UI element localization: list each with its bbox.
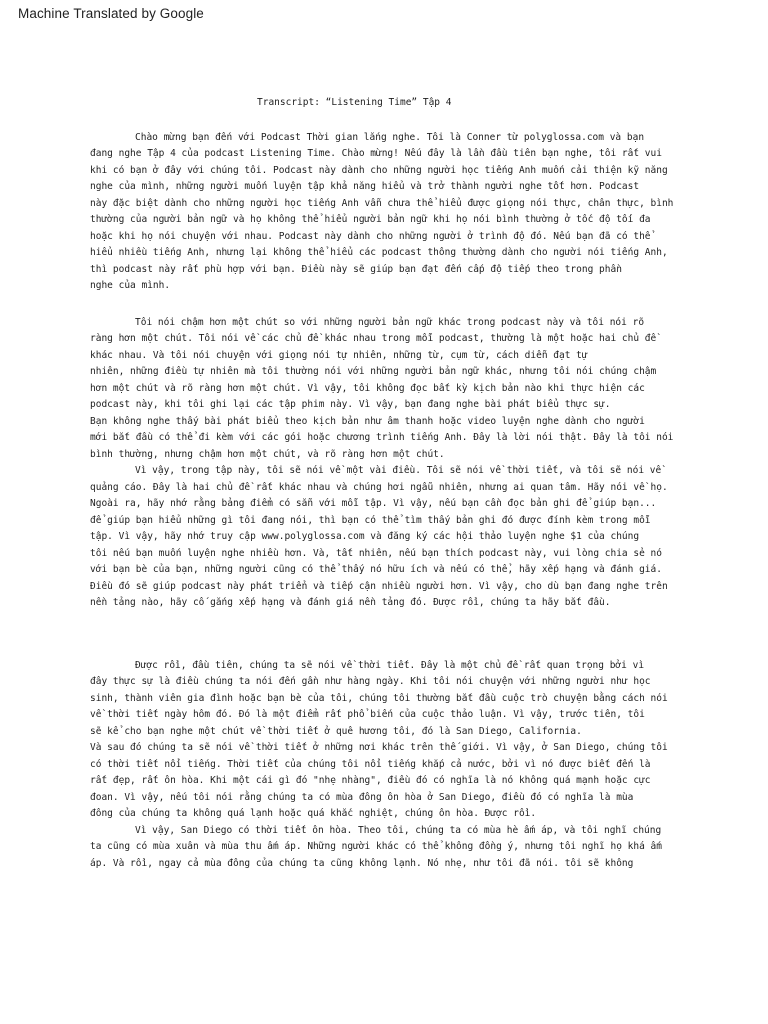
text-line: Bạn không nghe thấy bài phát biểu theo kịch bản như âm thanh hoặc video luyện nghe dành cho người <box>90 416 645 427</box>
text-line: đông của chúng ta không quá lạnh hoặc quá khắc nghiệt, chúng ôn hòa. Được rồi. <box>90 808 537 819</box>
text-line: về thời tiết ngày hôm đó. Đó là một điểm rất phổ biến của cuộc thảo luận. Vì vậy, trước tiên, tôi <box>90 709 645 720</box>
text-line: tôi nếu bạn muốn luyện nghe nhiều hơn. Và, tất nhiên, nếu bạn thích podcast này, vui lòng chia sẻ nó <box>90 548 662 559</box>
text-line: hiểu nhiều tiếng Anh, nhưng lại không thể hiểu các podcast thông thường dành cho người nói tiếng Anh, <box>90 247 668 258</box>
text-line: này đặc biệt dành cho những người học tiếng Anh vẫn chưa thể hiểu được giọng nói thực, chân thực, bình <box>90 198 674 209</box>
text-line: thường của người bản ngữ và họ không thể hiểu người bản ngữ khi họ nói bình thường ở tốc độ tối đa <box>90 214 651 225</box>
text-line: bình thường, nhưng chậm hơn một chút, và rõ ràng hơn một chút. <box>90 449 445 460</box>
text-line: có thời tiết nổi tiếng. Thời tiết của chúng tôi nổi tiếng khắp cả nước, bởi vì nó được biết đến là <box>90 759 651 770</box>
text-line: Được rồi, đầu tiên, chúng ta sẽ nói về thời tiết. Đây là một chủ đề rất quan trọng bởi vì <box>135 660 645 671</box>
text-line: tập. Vì vậy, hãy nhớ truy cập www.polyglossa.com và đăng ký các hội thảo luyện nghe $1 của chúng <box>90 531 640 542</box>
text-line: podcast này, khi tôi ghi lại các tập phim này. Vì vậy, bạn đang nghe bài phát biểu thực sự. <box>90 399 611 410</box>
text-line: Vì vậy, San Diego có thời tiết ôn hòa. Theo tôi, chúng ta có mùa hè ấm áp, và tôi nghĩ chúng <box>135 825 662 836</box>
text-line: áp. Và rồi, ngay cả mùa đông của chúng ta cũng không lạnh. Nó nhẹ, như tôi đã nói. tôi sẽ không <box>90 858 634 869</box>
text-line: nhiên, những điều tự nhiên mà tôi thường nói với những người bản ngữ khác, nhưng tôi nói chúng chậm <box>90 366 657 377</box>
text-line: hoặc khi họ nói chuyện với nhau. Podcast này dành cho những người ở trình độ đó. Nếu bạn đã có thể <box>90 231 651 242</box>
text-line: đang nghe Tập 4 của podcast Listening Time. Chào mừng! Nếu đây là lần đầu tiên bạn nghe, tôi rất vui <box>90 148 662 159</box>
text-line: nghe của mình, những người muốn luyện tập khả năng hiểu và trở thành người nghe tốt hơn. Podcast <box>90 181 640 192</box>
text-line: Chào mừng bạn đến với Podcast Thời gian lắng nghe. Tôi là Conner từ polyglossa.com và bạn <box>135 132 645 143</box>
text-line: ràng hơn một chút. Tôi nói về các chủ đề khác nhau trong mỗi podcast, thường là một hoặc hai chủ đề <box>90 333 657 344</box>
text-line: khác nhau. Và tôi nói chuyện với giọng nói tự nhiên, những từ, cụm từ, cách diễn đạt tự <box>90 350 588 361</box>
text-line: Và sau đó chúng ta sẽ nói về thời tiết ở những nơi khác trên thế giới. Vì vậy, ở San Diego, chúng tôi <box>90 742 668 753</box>
text-line: sinh, thành viên gia đình hoặc bạn bè của tôi, chúng tôi thường bắt đầu cuộc trò chuyện bằng cách nói <box>90 693 668 704</box>
text-line: quảng cáo. Đây là hai chủ đề rất khác nhau và chúng hơi ngẫu nhiên, nhưng ai quan tâm. Hãy nói về họ. <box>90 482 668 493</box>
text-line: để giúp bạn hiểu những gì tôi đang nói, thì bạn có thể tìm thấy bản ghi đó được đính kèm trong mỗi <box>90 515 651 526</box>
text-line: ta cũng có mùa xuân và mùa thu ấm áp. Những người khác có thể không đồng ý, nhưng tôi nghĩ họ khá ấm <box>90 841 662 852</box>
text-line: Vì vậy, trong tập này, tôi sẽ nói về một vài điều. Tôi sẽ nói về thời tiết, và tôi sẽ nói về <box>135 465 662 476</box>
text-line: mới bắt đầu có thể đi kèm với các gói hoặc chương trình tiếng Anh. Đây là lời nói thật. Đây là tôi nói <box>90 432 674 443</box>
text-line: với bạn bè của bạn, những người cũng có thể thấy nó hữu ích và nếu có thể, hãy xếp hạng và đánh giá. <box>90 564 662 575</box>
text-line: đây thực sự là điều chúng ta nói đến gần như hàng ngày. Khi tôi nói chuyện với những người như học <box>90 676 651 687</box>
machine-translation-banner: Machine Translated by Google <box>18 6 204 21</box>
text-line: đoan. Vì vậy, nếu tôi nói rằng chúng ta có mùa đông ôn hòa ở San Diego, điều đó có nghĩa là mùa <box>90 792 634 803</box>
text-line: rất đẹp, rất ôn hòa. Khi một cái gì đó "nhẹ nhàng", điều đó có nghĩa là nó không quá mạnh hoặc cực <box>90 775 651 786</box>
text-line: sẽ kể cho bạn nghe một chút về thời tiết ở quê hương tôi, đó là San Diego, California. <box>90 726 582 737</box>
text-line: Tôi nói chậm hơn một chút so với những người bản ngữ khác trong podcast này và tôi nói rõ <box>135 317 645 328</box>
text-line: Ngoài ra, hãy nhớ rằng bảng điểm có sẵn với mỗi tập. Vì vậy, nếu bạn cần đọc bản ghi để giúp bạn... <box>90 498 657 509</box>
text-line: Điều đó sẽ giúp podcast này phát triển và tiếp cận nhiều người hơn. Vì vậy, cho dù bạn đang nghe trên <box>90 581 668 592</box>
text-line: hơn một chút và rõ ràng hơn một chút. Vì vậy, tôi không đọc bất kỳ kịch bản nào khi thực hiện các <box>90 383 645 394</box>
text-line: khi có bạn ở đây với chúng tôi. Podcast này dành cho những người học tiếng Anh muốn cải thiện kỹ năng <box>90 165 668 176</box>
document-title: Transcript: “Listening Time” Tập 4 <box>257 97 452 108</box>
text-line: nghe của mình. <box>90 280 171 291</box>
text-line: thì podcast này rất phù hợp với bạn. Điều này sẽ giúp bạn đạt đến cấp độ tiếp theo trong phần <box>90 264 622 275</box>
text-line: nền tảng nào, hãy cố gắng xếp hạng và đánh giá nền tảng đó. Được rồi, chúng ta hãy bắt đầu. <box>90 597 611 608</box>
